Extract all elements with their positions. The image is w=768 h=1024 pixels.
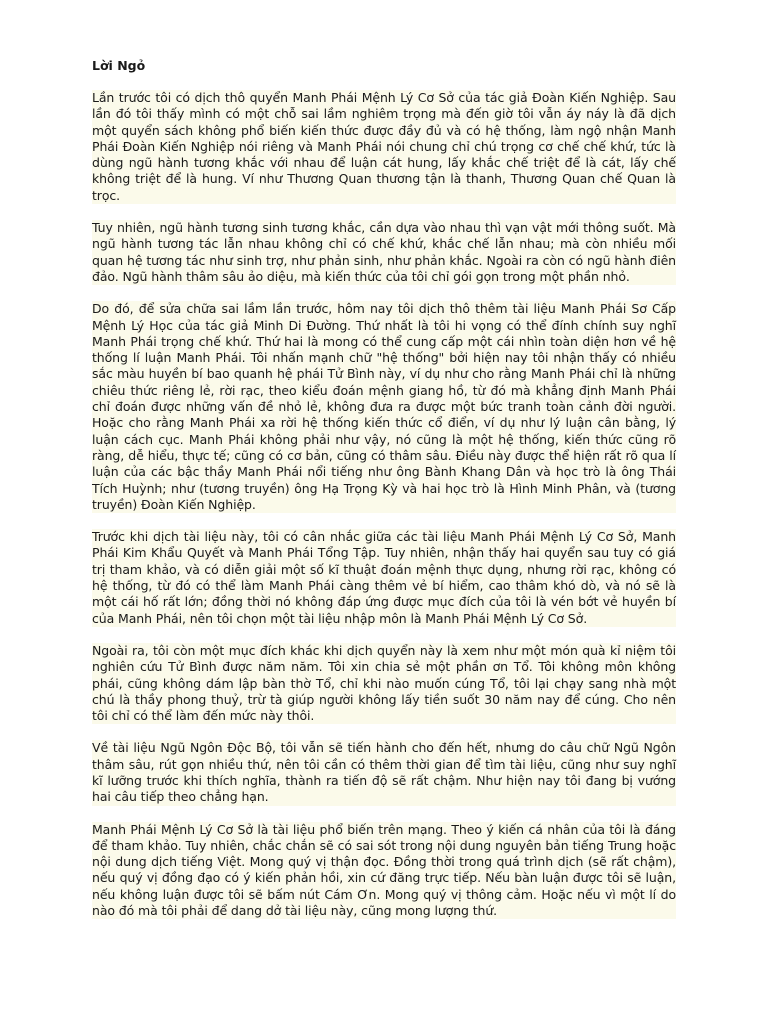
paragraph-3: Do đó, để sửa chữa sai lầm lần trước, hôm nay tôi dịch thô thêm tài liệu Manh Phái Sơ Cấp Mệnh Lý Học của tác giả Minh Di Đường. Thứ nhất là tôi hi vọng có thể đính chính suy nghĩ Manh Phái trọng chế khứ. Thứ hai là mong có thể cung cấp một cái nhìn toàn diện hơn về hệ thống lí luận Manh Phái. Tôi nhấn mạnh chữ "hệ thống" bởi hiện nay tôi nhận thấy có nhiều sắc màu huyền bí bao quanh hệ phái Tử Bình này, ví dụ như cho rằng Manh Phái chỉ là những chiêu thức riêng lẻ, rời rạc, theo kiểu đoán mệnh giang hồ, từ đó mà khẳng định Manh Phái chỉ đoán được những vấn đề nhỏ lẻ, không đưa ra được một bức tranh toàn cảnh đời người. Hoặc cho rằng Manh Phái xa rời hệ thống kiến thức cổ điển, ví dụ như lý luận cân bằng, lý luận cách cục. Manh Phái không phải như vậy, nó cũng là một hệ thống, kiến thức cũng rõ ràng, dễ hiểu, thực tế; cũng có cơ bản, cũng có thâm sâu. Điều này được thể hiện rất rõ qua lí luận của các bậc thầy Manh Phái nổi tiếng như ông Bành Khang Dân và học trò là ông Thái Tích Huỳnh; như (tương truyền) ông Hạ Trọng Kỳ và hai học trò là Hình Minh Phân, và (tương truyền) Đoàn Kiến Nghiệp. [92, 301, 676, 512]
paragraph-7: Manh Phái Mệnh Lý Cơ Sở là tài liệu phổ biến trên mạng. Theo ý kiến cá nhân của tôi là đáng để tham khảo. Tuy nhiên, chắc chắn sẽ có sai sót trong nội dung nguyên bản tiếng Trung hoặc nội dung dịch tiếng Việt. Mong quý vị thận đọc. Đồng thời trong quá trình dịch (sẽ rất chậm), nếu quý vị đồng đạo có ý kiến phản hồi, xin cứ đăng trực tiếp. Nếu bàn luận được tôi sẽ luận, nếu không luận được tôi sẽ bấm nút Cám Ơn. Mong quý vị thông cảm. Hoặc nếu vì một lí do nào đó mà tôi phải để dang dở tài liệu này, cũng mong lượng thứ. [92, 821, 676, 919]
paragraph-2: Tuy nhiên, ngũ hành tương sinh tương khắc, cần dựa vào nhau thì vạn vật mới thông suốt. Mà ngũ hành tương tác lẫn nhau không chỉ có chế khứ, khắc chế lẫn nhau; mà còn nhiều mối quan hệ tương tác như sinh trợ, như phản sinh, như phản khắc. Ngoài ra còn có ngũ hành điên đảo. Ngũ hành thâm sâu ảo diệu, mà kiến thức của tôi chỉ gói gọn trong một phần nhỏ. [92, 220, 676, 284]
document-title: Lời Ngỏ [92, 58, 146, 73]
paragraph-5: Ngoài ra, tôi còn một mục đích khác khi dịch quyển này là xem như một món quà kỉ niệm tôi nghiên cứu Tử Bình được năm năm. Tôi xin chia sẻ một phần ơn Tổ. Tôi không môn không phái, cũng không dám lập bàn thờ Tổ, chỉ khi nào muốn cúng Tổ, tôi lại chạy sang nhà một chú là thầy phong thuỷ, trừ tà giúp người không lấy tiền suốt 30 năm nay để cúng. Cho nên tôi chỉ có thể làm đến mức này thôi. [92, 642, 676, 724]
paragraph-1: Lần trước tôi có dịch thô quyển Manh Phái Mệnh Lý Cơ Sở của tác giả Đoàn Kiến Nghiệp. Sau lần đó tôi thấy mình có một chỗ sai lầm nghiêm trọng mà đến giờ tôi vẫn áy náy là đã dịch một quyển sách không phổ biến kiến thức được đầy đủ và có hệ thống, làm ngộ nhận Manh Phái Đoàn Kiến Nghiệp nói riêng và Manh Phái nói chung chỉ chú trọng cơ chế chế khứ, tức là dùng ngũ hành tương khắc với nhau để luận cát hung, lấy khắc chế triệt để là cát, lấy chế không triệt để là hung. Ví như Thương Quan thương tận là thanh, Thương Quan chế Quan là trọc. [92, 90, 676, 203]
document-page [92, 58, 676, 935]
paragraph-4: Trước khi dịch tài liệu này, tôi có cân nhắc giữa các tài liệu Manh Phái Mệnh Lý Cơ Sở, Manh Phái Kim Khẩu Quyết và Manh Phái Tổng Tập. Tuy nhiên, nhận thấy hai quyển sau tuy có giá trị tham khảo, và có diễn giải một số kĩ thuật đoán mệnh thực dụng, nhưng rời rạc, không có hệ thống, từ đó có thể làm Manh Phái càng thêm vẻ bí hiểm, cao thâm khó dò, và nó sẽ là một cái hố rất lớn; đồng thời nó không đáp ứng được mục đích của tôi là vén bớt vẻ huyền bí của Manh Phái, nên tôi chọn một tài liệu nhập môn là Manh Phái Mệnh Lý Cơ Sở. [92, 529, 676, 626]
paragraph-6: Về tài liệu Ngũ Ngôn Độc Bộ, tôi vẫn sẽ tiến hành cho đến hết, nhưng do câu chữ Ngũ Ngôn thâm sâu, rút gọn nhiều thứ, nên tôi cần có thêm thời gian để tìm tài liệu, cũng như suy nghĩ kĩ lưỡng trước khi thích nghĩa, thành ra tiến độ sẽ rất chậm. Như hiện nay tôi đang bị vướng hai câu tiếp theo chẳng hạn. [92, 740, 676, 805]
